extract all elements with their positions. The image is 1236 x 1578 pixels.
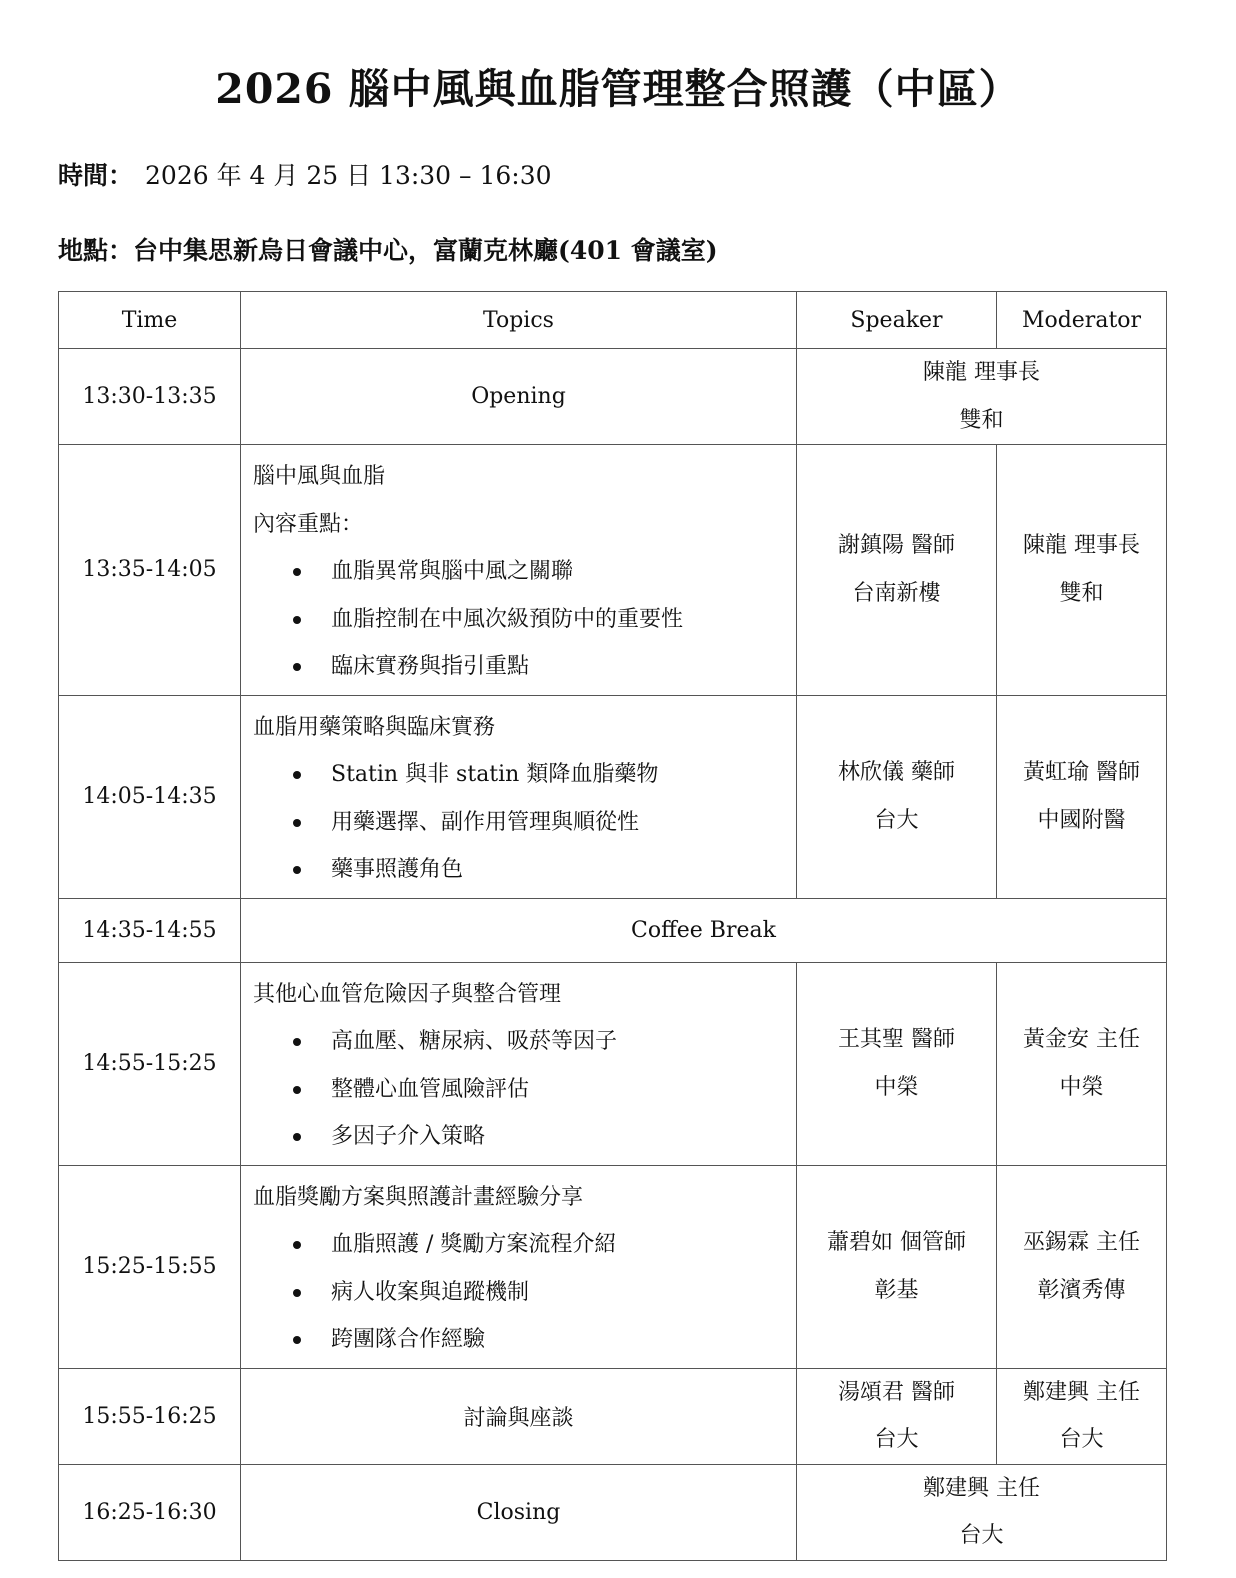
- speaker-affiliation: 台大: [874, 807, 919, 833]
- moderator-affiliation: 雙和: [1059, 580, 1104, 606]
- session-time: 13:35-14:05: [59, 445, 241, 696]
- moderator-affiliation: 彰濱秀傳: [1037, 1277, 1126, 1303]
- session-time: 14:05-14:35: [59, 695, 241, 898]
- bullet-icon: [293, 663, 301, 671]
- topic-title: 血脂獎勵方案與照護計畫經驗分享: [253, 1184, 584, 1210]
- bullet-icon: [293, 819, 301, 827]
- session-topic: Closing: [241, 1464, 797, 1560]
- event-time: [58, 156, 552, 192]
- session-host: [797, 1464, 1167, 1560]
- list-item: 病人收案與追蹤機制: [253, 1269, 786, 1317]
- session-topic: [241, 1165, 797, 1368]
- host-affiliation: 台大: [959, 1523, 1004, 1548]
- time-value: 2026 年 4 月 25 日 13:30 – 16:30: [145, 161, 552, 190]
- table-row: [59, 445, 1167, 696]
- session-time: 13:30-13:35: [59, 349, 241, 445]
- topic-bullets: [253, 1018, 786, 1161]
- topic-bullets: [253, 1221, 786, 1364]
- moderator-name: 黃金安 主任: [1023, 1027, 1140, 1052]
- list-item: 血脂異常與腦中風之關聯: [253, 548, 786, 596]
- list-item: 整體心血管風險評估: [253, 1066, 786, 1114]
- topic-note: 內容重點：: [253, 511, 364, 537]
- session-moderator: [997, 695, 1167, 898]
- table-row: [59, 1464, 1167, 1560]
- host-name: 鄭建興 主任: [923, 1475, 1040, 1501]
- bullet-icon: [293, 1086, 301, 1094]
- list-item: 血脂照護 / 獎勵方案流程介紹: [253, 1221, 786, 1269]
- bullet-icon: [293, 616, 301, 624]
- speaker-affiliation: 台南新樓: [852, 580, 941, 606]
- host-name: 陳龍 理事長: [923, 360, 1040, 385]
- session-speaker: [797, 445, 997, 696]
- venue-value: 台中集思新烏日會議中心，富蘭克林廳(401 會議室): [133, 236, 718, 265]
- agenda-table: [58, 291, 1167, 1561]
- bullet-icon: [293, 1336, 301, 1344]
- event-venue: [58, 231, 718, 267]
- topic-title: 其他心血管危險因子與整合管理: [253, 981, 562, 1007]
- host-affiliation: 雙和: [959, 407, 1004, 433]
- list-item: 跨團隊合作經驗: [253, 1316, 786, 1364]
- speaker-name: 蕭碧如 個管師: [827, 1230, 966, 1255]
- list-item: 用藥選擇、副作用管理與順從性: [253, 799, 786, 847]
- moderator-name: 巫錫霖 主任: [1023, 1230, 1140, 1255]
- speaker-name: 謝鎮陽 醫師: [838, 533, 955, 559]
- topic-title: 腦中風與血脂: [253, 464, 386, 489]
- header-moderator: Moderator: [997, 292, 1167, 349]
- list-item: 藥事照護角色: [253, 846, 786, 894]
- list-item: 多因子介入策略: [253, 1113, 786, 1161]
- session-topic: [241, 962, 797, 1165]
- speaker-affiliation: 中榮: [874, 1074, 919, 1100]
- topic-title: 血脂用藥策略與臨床實務: [253, 714, 496, 740]
- bullet-icon: [293, 771, 301, 779]
- bullet-icon: [293, 866, 301, 874]
- table-row: [59, 695, 1167, 898]
- venue-label: 地點：: [58, 236, 134, 265]
- session-time: 14:55-15:25: [59, 962, 241, 1165]
- session-topic: 討論與座談: [241, 1368, 797, 1464]
- topic-bullets: [253, 548, 786, 691]
- speaker-affiliation: 彰基: [874, 1277, 919, 1303]
- session-moderator: [997, 445, 1167, 696]
- session-time: 15:55-16:25: [59, 1368, 241, 1464]
- header-topics: Topics: [241, 292, 797, 349]
- bullet-icon: [293, 1038, 301, 1046]
- moderator-affiliation: 台大: [1059, 1427, 1104, 1452]
- table-row: [59, 898, 1167, 962]
- session-speaker: [797, 962, 997, 1165]
- session-time: 14:35-14:55: [59, 898, 241, 962]
- table-row: [59, 1368, 1167, 1464]
- session-moderator: [997, 962, 1167, 1165]
- table-row: [59, 962, 1167, 1165]
- session-speaker: [797, 1368, 997, 1464]
- list-item: 高血壓、糖尿病、吸菸等因子: [253, 1018, 786, 1066]
- list-item: 血脂控制在中風次級預防中的重要性: [253, 596, 786, 644]
- session-host: [797, 349, 1167, 445]
- page-title: 2026 腦中風與血脂管理整合照護（中區）: [215, 65, 1021, 113]
- list-item: Statin 與非 statin 類降血脂藥物: [253, 751, 786, 799]
- list-item: 臨床實務與指引重點: [253, 643, 786, 691]
- session-time: 16:25-16:30: [59, 1464, 241, 1560]
- session-speaker: [797, 695, 997, 898]
- bullet-icon: [293, 1133, 301, 1141]
- session-speaker: [797, 1165, 997, 1368]
- topic-bullets: [253, 751, 786, 894]
- table-row: [59, 1165, 1167, 1368]
- speaker-name: 湯頌君 醫師: [838, 1379, 955, 1405]
- session-topic: Opening: [241, 349, 797, 445]
- session-moderator: [997, 1165, 1167, 1368]
- moderator-name: 陳龍 理事長: [1023, 533, 1140, 559]
- time-label: 時間：: [58, 161, 134, 190]
- moderator-name: 黃虹瑜 醫師: [1023, 760, 1140, 785]
- moderator-name: 鄭建興 主任: [1023, 1379, 1140, 1405]
- session-moderator: [997, 1368, 1167, 1464]
- table-row: [59, 349, 1167, 445]
- bullet-icon: [293, 1241, 301, 1249]
- bullet-icon: [293, 1289, 301, 1297]
- moderator-affiliation: 中國附醫: [1037, 807, 1126, 833]
- session-topic: [241, 445, 797, 696]
- speaker-affiliation: 台大: [874, 1427, 919, 1452]
- header-speaker: Speaker: [797, 292, 997, 349]
- session-topic: [241, 695, 797, 898]
- moderator-affiliation: 中榮: [1059, 1074, 1104, 1100]
- header-time: Time: [59, 292, 241, 349]
- speaker-name: 王其聖 醫師: [838, 1027, 955, 1052]
- bullet-icon: [293, 568, 301, 576]
- session-topic: Coffee Break: [241, 898, 1167, 962]
- table-header-row: [59, 292, 1167, 349]
- speaker-name: 林欣儀 藥師: [838, 760, 955, 785]
- session-time: 15:25-15:55: [59, 1165, 241, 1368]
